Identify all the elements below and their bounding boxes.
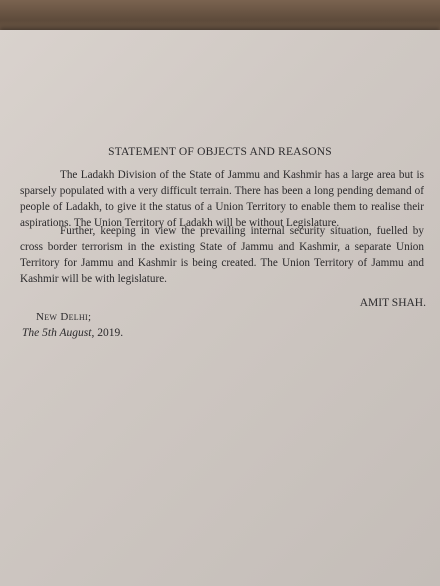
paragraph-jammu-kashmir: Further, keeping in view the prevailing internal security situation, fuelled by cross border terrorism in the existing State of Jammu and Kashmir, a separate Union Territory for Jammu and Kashmir is being created. The Union Territory of Jammu and Kashmir will be with legislature. [20, 225, 424, 285]
document-page [0, 30, 440, 586]
place-of-signing: New Delhi; [36, 311, 92, 323]
date-year: , 2019. [91, 327, 124, 339]
signatory-name: AMIT SHAH. [359, 297, 426, 309]
date-of-signing [22, 327, 123, 339]
desk-background [0, 0, 440, 34]
paragraph-ladakh: The Ladakh Division of the State of Jammu and Kashmir has a large area but is sparsely populated with a very difficult terrain. There has been a long pending demand of people of Ladakh, to give it the status of a Union Territory to enable them to realise their aspirations. The Union Territory of Ladakh will be without Legislature. [20, 169, 424, 229]
document-heading: STATEMENT OF OBJECTS AND REASONS [108, 146, 332, 158]
date-day-month: The 5th August [22, 327, 92, 339]
